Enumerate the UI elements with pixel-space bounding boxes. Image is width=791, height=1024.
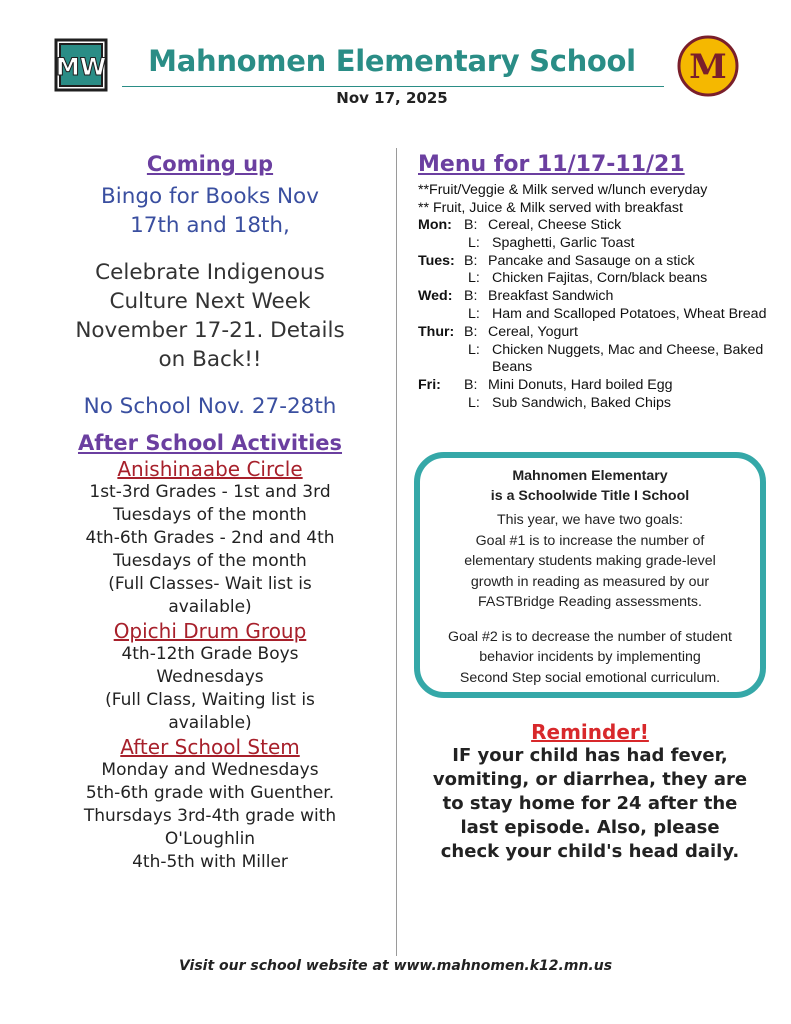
m-logo xyxy=(677,35,739,97)
activity-anishinaabe: Anishinaabe Circle 1st-3rd Grades - 1st and 3rd Tuesdays of the month 4th-6th Grades - 2nd and 4th Tuesdays of the month (Full Classes- Wait list is available) xyxy=(40,457,380,619)
menu-day-mon: Mon: B: Cereal, Cheese Stick L: Spaghetti, Garlic Toast xyxy=(418,217,635,251)
coming-up-heading: Coming up xyxy=(146,152,274,176)
activity-opichi-drum: Opichi Drum Group 4th-12th Grade Boys Wednesdays (Full Class, Waiting list is available) xyxy=(40,619,380,735)
menu-day-thur: Thur: B: Cereal, Yogurt L: Chicken Nuggets, Mac and Cheese, Baked Beans xyxy=(418,323,764,376)
menu-note: ** Fruit, Juice & Milk served with breakfast xyxy=(418,200,683,216)
menu-title: Menu for 11/17-11/21 xyxy=(418,152,685,177)
title-divider xyxy=(122,86,664,87)
no-school-notice: No School Nov. 27-28th xyxy=(83,394,337,419)
bingo-announcement: Bingo for Books Nov 17th and 18th, xyxy=(101,184,319,238)
activity-name: Opichi Drum Group xyxy=(113,619,307,643)
activity-stem: After School Stem Monday and Wednesdays 5th-6th grade with Guenther. Thursdays 3rd-4th grade with O'Loughlin 4th-5th with Miller xyxy=(40,735,380,874)
newsletter-date: Nov 17, 2025 xyxy=(336,89,448,107)
title-one-box: Mahnomen Elementary is a Schoolwide Title I School This year, we have two goals: Goal #1 is to increase the number of elementary students making grade-level growth in reading as measured by our FASTBridge Reading assessments. Goal #2 is to decrease the number of student behavior incidents by implementing Second Step social emotional curriculum. xyxy=(414,452,766,698)
menu-day-fri: Fri: B: Mini Donuts, Hard boiled Egg L: Sub Sandwich, Baked Chips xyxy=(418,377,673,411)
lunch-menu xyxy=(418,152,768,413)
activity-name: After School Stem xyxy=(120,735,300,759)
reminder-title: Reminder! xyxy=(531,720,649,744)
after-school-heading: After School Activities xyxy=(77,431,343,455)
m-logo-text: M xyxy=(689,47,727,87)
menu-note: **Fruit/Veggie & Milk served w/lunch everyday xyxy=(418,182,708,198)
school-title: Mahnomen Elementary School xyxy=(148,44,636,78)
indigenous-culture-announcement: Celebrate Indigenous Culture Next Week November 17-21. Details on Back!! xyxy=(75,260,345,372)
menu-day-wed: Wed: B: Breakfast Sandwich L: Ham and Scalloped Potatoes, Wheat Bread xyxy=(418,288,767,322)
mw-logo-text: MW xyxy=(55,53,107,81)
website-footer: Visit our school website at www.mahnomen.k12.mn.us xyxy=(178,958,613,974)
left-column xyxy=(40,152,380,874)
health-reminder: Reminder! IF your child has had fever, vomiting, or diarrhea, they are to stay home for 24 after the last episode. Also, please check your child's head daily. xyxy=(410,720,770,864)
mw-logo xyxy=(54,38,108,92)
activity-name: Anishinaabe Circle xyxy=(117,457,303,481)
column-divider xyxy=(396,148,397,956)
menu-day-tues: Tues: B: Pancake and Sasauge on a stick L: Chicken Fajitas, Corn/black beans xyxy=(418,252,708,287)
